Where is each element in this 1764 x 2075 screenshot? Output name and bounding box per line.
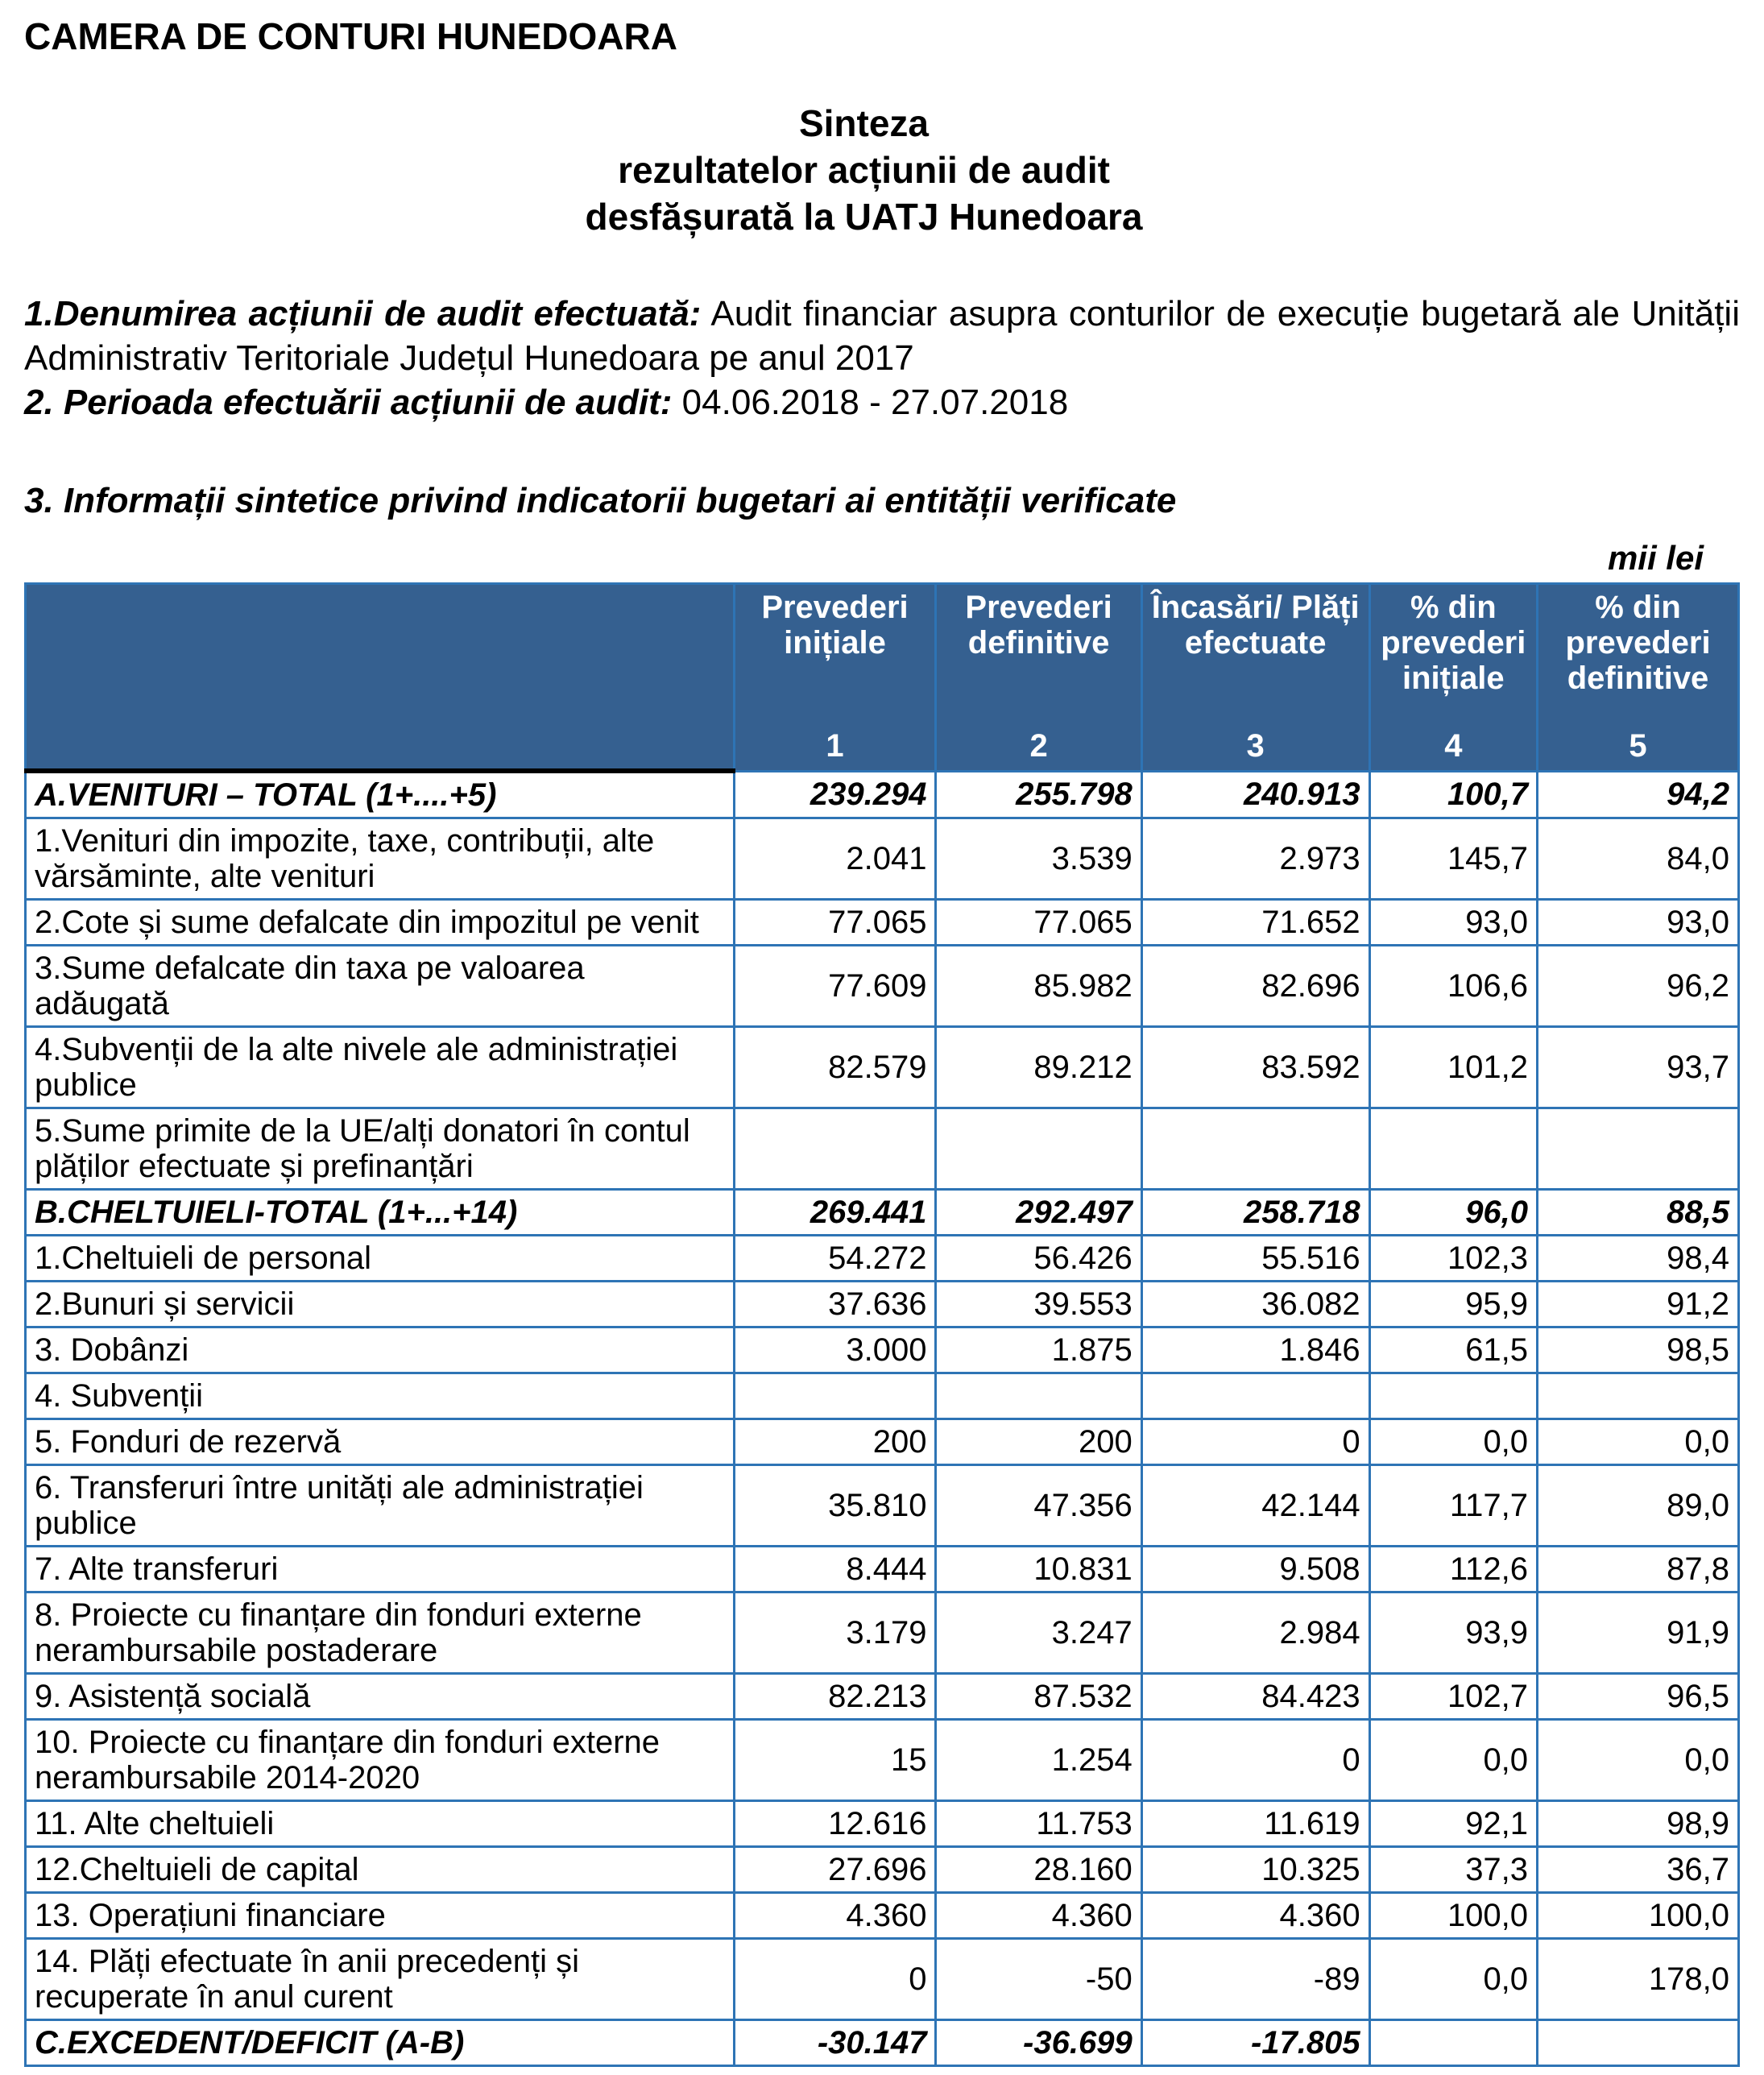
cell-pct-prevederi-definitive: 36,7: [1538, 1847, 1739, 1893]
header-cell: [1141, 584, 1369, 772]
row-label: 4.Subvenții de la alte nivele ale administrației publice: [26, 1027, 735, 1108]
cell-prevederi-initiale: 82.579: [734, 1027, 936, 1108]
cell-pct-prevederi-initiale: 101,2: [1369, 1027, 1537, 1108]
audit-period-text: 04.06.2018 - 27.07.2018: [672, 383, 1069, 422]
cell-pct-prevederi-initiale: 92,1: [1369, 1801, 1537, 1847]
cell-prevederi-definitive: [936, 1373, 1141, 1419]
table-row: [26, 1190, 1739, 1236]
cell-pct-prevederi-initiale: [1369, 1108, 1537, 1190]
header-cell-indicator: [26, 584, 735, 772]
cell-prevederi-initiale: 239.294: [734, 771, 936, 818]
cell-incasari-plati: 2.973: [1141, 818, 1369, 900]
table-row: [26, 1939, 1739, 2020]
cell-pct-prevederi-definitive: 100,0: [1538, 1893, 1739, 1939]
cell-pct-prevederi-initiale: 0,0: [1369, 1419, 1537, 1465]
cell-incasari-plati: 4.360: [1141, 1893, 1369, 1939]
cell-prevederi-initiale: 0: [734, 1939, 936, 2020]
row-label: 1.Venituri din impozite, taxe, contribuții, alte vărsăminte, alte venituri: [26, 818, 735, 900]
cell-pct-prevederi-definitive: 96,2: [1538, 946, 1739, 1027]
table-row: [26, 2020, 1739, 2066]
cell-incasari-plati: 0: [1141, 1720, 1369, 1801]
cell-pct-prevederi-definitive: 91,9: [1538, 1592, 1739, 1674]
row-label: 9. Asistență socială: [26, 1674, 735, 1720]
table-row: [26, 1236, 1739, 1282]
audit-name-label: 1.Denumirea acțiunii de audit efectuată:: [24, 294, 702, 333]
cell-pct-prevederi-definitive: 84,0: [1538, 818, 1739, 900]
cell-incasari-plati: 71.652: [1141, 900, 1369, 946]
cell-pct-prevederi-initiale: 96,0: [1369, 1190, 1537, 1236]
table-row: [26, 1419, 1739, 1465]
cell-prevederi-definitive: 1.254: [936, 1720, 1141, 1801]
cell-prevederi-definitive: 3.539: [936, 818, 1141, 900]
audit-period-paragraph: [24, 380, 1740, 425]
row-label: 10. Proiecte cu finanțare din fonduri externe nerambursabile 2014-2020: [26, 1720, 735, 1801]
cell-incasari-plati: 10.325: [1141, 1847, 1369, 1893]
row-label: 14. Plăți efectuate în anii precedenți și recuperate în anul curent: [26, 1939, 735, 2020]
cell-prevederi-initiale: 54.272: [734, 1236, 936, 1282]
cell-pct-prevederi-definitive: 89,0: [1538, 1465, 1739, 1547]
cell-prevederi-initiale: 77.609: [734, 946, 936, 1027]
header-cell-number: 1: [826, 727, 844, 764]
table-header: [26, 584, 1739, 772]
cell-prevederi-definitive: 1.875: [936, 1327, 1141, 1373]
cell-pct-prevederi-definitive: 87,8: [1538, 1547, 1739, 1592]
table-body: [26, 771, 1739, 2066]
cell-pct-prevederi-initiale: [1369, 1373, 1537, 1419]
org-title: CAMERA DE CONTURI HUNEDOARA: [24, 15, 677, 57]
cell-prevederi-definitive: 28.160: [936, 1847, 1141, 1893]
row-label: 5. Fonduri de rezervă: [26, 1419, 735, 1465]
cell-pct-prevederi-initiale: 100,0: [1369, 1893, 1537, 1939]
cell-incasari-plati: -89: [1141, 1939, 1369, 2020]
row-label: 2.Cote și sume defalcate din impozitul pe venit: [26, 900, 735, 946]
cell-prevederi-definitive: 4.360: [936, 1893, 1141, 1939]
table-row: [26, 1674, 1739, 1720]
cell-prevederi-initiale: -30.147: [734, 2020, 936, 2066]
cell-prevederi-definitive: 87.532: [936, 1674, 1141, 1720]
cell-prevederi-definitive: 77.065: [936, 900, 1141, 946]
cell-prevederi-definitive: -36.699: [936, 2020, 1141, 2066]
cell-prevederi-initiale: 35.810: [734, 1465, 936, 1547]
cell-pct-prevederi-definitive: 0,0: [1538, 1419, 1739, 1465]
header-cell: [1538, 584, 1739, 772]
cell-prevederi-initiale: 200: [734, 1419, 936, 1465]
table-row: [26, 1547, 1739, 1592]
cell-pct-prevederi-initiale: 102,3: [1369, 1236, 1537, 1282]
row-label: 8. Proiecte cu finanțare din fonduri externe nerambursabile postaderare: [26, 1592, 735, 1674]
cell-pct-prevederi-initiale: 95,9: [1369, 1282, 1537, 1327]
row-label: C.EXCEDENT/DEFICIT (A-B): [26, 2020, 735, 2066]
table-header-row: [26, 584, 1739, 772]
table-row: [26, 1720, 1739, 1801]
cell-prevederi-initiale: 2.041: [734, 818, 936, 900]
row-label: 2.Bunuri și servicii: [26, 1282, 735, 1327]
budget-indicators-table: [24, 582, 1740, 2067]
cell-prevederi-definitive: -50: [936, 1939, 1141, 2020]
table-row: [26, 1893, 1739, 1939]
cell-pct-prevederi-initiale: 93,9: [1369, 1592, 1537, 1674]
heading-line-3: desfășurată la UATJ Hunedoara: [585, 196, 1143, 238]
cell-incasari-plati: 258.718: [1141, 1190, 1369, 1236]
cell-prevederi-initiale: 3.179: [734, 1592, 936, 1674]
cell-prevederi-definitive: [936, 1108, 1141, 1190]
table-row: [26, 1327, 1739, 1373]
cell-prevederi-initiale: 77.065: [734, 900, 936, 946]
table-row: [26, 946, 1739, 1027]
cell-incasari-plati: 55.516: [1141, 1236, 1369, 1282]
cell-pct-prevederi-initiale: 100,7: [1369, 771, 1537, 818]
cell-incasari-plati: 0: [1141, 1419, 1369, 1465]
cell-pct-prevederi-initiale: 145,7: [1369, 818, 1537, 900]
cell-pct-prevederi-initiale: 0,0: [1369, 1939, 1537, 2020]
cell-prevederi-definitive: 39.553: [936, 1282, 1141, 1327]
cell-prevederi-initiale: 15: [734, 1720, 936, 1801]
cell-pct-prevederi-initiale: 37,3: [1369, 1847, 1537, 1893]
cell-prevederi-initiale: [734, 1373, 936, 1419]
row-label: 11. Alte cheltuieli: [26, 1801, 735, 1847]
cell-pct-prevederi-definitive: 88,5: [1538, 1190, 1739, 1236]
table-row: [26, 1592, 1739, 1674]
cell-prevederi-definitive: 11.753: [936, 1801, 1141, 1847]
cell-prevederi-definitive: 85.982: [936, 946, 1141, 1027]
cell-pct-prevederi-initiale: 102,7: [1369, 1674, 1537, 1720]
row-label: 3. Dobânzi: [26, 1327, 735, 1373]
cell-prevederi-initiale: 82.213: [734, 1674, 936, 1720]
row-label: 3.Sume defalcate din taxa pe valoarea adăugată: [26, 946, 735, 1027]
table-row: [26, 1465, 1739, 1547]
cell-prevederi-definitive: 3.247: [936, 1592, 1141, 1674]
cell-incasari-plati: 9.508: [1141, 1547, 1369, 1592]
cell-prevederi-initiale: 27.696: [734, 1847, 936, 1893]
cell-prevederi-definitive: 200: [936, 1419, 1141, 1465]
cell-pct-prevederi-initiale: 117,7: [1369, 1465, 1537, 1547]
cell-incasari-plati: [1141, 1108, 1369, 1190]
table-row: [26, 1847, 1739, 1893]
header-cell-label: % din prevederi definitive: [1565, 589, 1711, 696]
units-note: mii lei: [1607, 539, 1704, 577]
cell-prevederi-initiale: 3.000: [734, 1327, 936, 1373]
row-label: 4. Subvenții: [26, 1373, 735, 1419]
audit-period-label: 2. Perioada efectuării acțiunii de audit:: [24, 383, 673, 422]
cell-prevederi-definitive: 255.798: [936, 771, 1141, 818]
cell-pct-prevederi-initiale: [1369, 2020, 1537, 2066]
header-cell: [1369, 584, 1537, 772]
cell-prevederi-definitive: 47.356: [936, 1465, 1141, 1547]
cell-prevederi-definitive: 89.212: [936, 1027, 1141, 1108]
header-cell-number: 4: [1444, 727, 1463, 764]
document-heading: [24, 100, 1704, 240]
cell-pct-prevederi-initiale: 93,0: [1369, 900, 1537, 946]
header-cell-label: % din prevederi inițiale: [1381, 589, 1526, 696]
cell-pct-prevederi-definitive: [1538, 2020, 1739, 2066]
cell-prevederi-initiale: 12.616: [734, 1801, 936, 1847]
table-row: [26, 1108, 1739, 1190]
cell-pct-prevederi-definitive: 0,0: [1538, 1720, 1739, 1801]
table-row: [26, 900, 1739, 946]
row-label: 1.Cheltuieli de personal: [26, 1236, 735, 1282]
table-row: [26, 818, 1739, 900]
cell-incasari-plati: -17.805: [1141, 2020, 1369, 2066]
table-row: [26, 771, 1739, 818]
header-cell-label: Prevederi definitive: [965, 589, 1112, 661]
row-label: 6. Transferuri între unități ale administrației publice: [26, 1465, 735, 1547]
cell-pct-prevederi-definitive: 93,7: [1538, 1027, 1739, 1108]
cell-pct-prevederi-initiale: 0,0: [1369, 1720, 1537, 1801]
cell-pct-prevederi-definitive: 94,2: [1538, 771, 1739, 818]
row-label: 7. Alte transferuri: [26, 1547, 735, 1592]
header-cell: [936, 584, 1141, 772]
cell-pct-prevederi-definitive: 178,0: [1538, 1939, 1739, 2020]
cell-prevederi-definitive: 10.831: [936, 1547, 1141, 1592]
cell-pct-prevederi-initiale: 61,5: [1369, 1327, 1537, 1373]
heading-line-1: Sinteza: [798, 102, 930, 144]
cell-pct-prevederi-definitive: 98,4: [1538, 1236, 1739, 1282]
row-label: A.VENITURI – TOTAL (1+....+5): [26, 771, 735, 818]
cell-pct-prevederi-initiale: 106,6: [1369, 946, 1537, 1027]
header-cell-label: Încasări/ Plăți efectuate: [1151, 589, 1360, 661]
table-row: [26, 1373, 1739, 1419]
cell-prevederi-definitive: 292.497: [936, 1190, 1141, 1236]
cell-prevederi-initiale: 269.441: [734, 1190, 936, 1236]
header-cell: [734, 584, 936, 772]
cell-pct-prevederi-definitive: 98,9: [1538, 1801, 1739, 1847]
cell-pct-prevederi-definitive: 96,5: [1538, 1674, 1739, 1720]
header-cell-number: 3: [1246, 727, 1265, 764]
row-label: 5.Sume primite de la UE/alți donatori în contul plăților efectuate și prefinanțări: [26, 1108, 735, 1190]
cell-incasari-plati: 2.984: [1141, 1592, 1369, 1674]
row-label: 13. Operațiuni financiare: [26, 1893, 735, 1939]
cell-pct-prevederi-definitive: [1538, 1108, 1739, 1190]
cell-incasari-plati: 240.913: [1141, 771, 1369, 818]
cell-pct-prevederi-definitive: 93,0: [1538, 900, 1739, 946]
cell-incasari-plati: 1.846: [1141, 1327, 1369, 1373]
row-label: B.CHELTUIELI-TOTAL (1+...+14): [26, 1190, 735, 1236]
table-row: [26, 1027, 1739, 1108]
cell-prevederi-initiale: 8.444: [734, 1547, 936, 1592]
cell-prevederi-initiale: [734, 1108, 936, 1190]
section-3-heading: 3. Informații sintetice privind indicatorii bugetari ai entității verificate: [24, 481, 1177, 520]
intro-paragraphs: [24, 292, 1740, 425]
cell-pct-prevederi-definitive: [1538, 1373, 1739, 1419]
cell-pct-prevederi-definitive: 91,2: [1538, 1282, 1739, 1327]
header-cell-number: 2: [1029, 727, 1048, 764]
cell-incasari-plati: 36.082: [1141, 1282, 1369, 1327]
audit-name-paragraph: [24, 292, 1740, 380]
cell-incasari-plati: 42.144: [1141, 1465, 1369, 1547]
cell-incasari-plati: 83.592: [1141, 1027, 1369, 1108]
cell-incasari-plati: 82.696: [1141, 946, 1369, 1027]
cell-prevederi-initiale: 37.636: [734, 1282, 936, 1327]
cell-pct-prevederi-definitive: 98,5: [1538, 1327, 1739, 1373]
cell-incasari-plati: [1141, 1373, 1369, 1419]
table-row: [26, 1801, 1739, 1847]
header-cell-number: 5: [1629, 727, 1647, 764]
cell-incasari-plati: 11.619: [1141, 1801, 1369, 1847]
heading-line-2: rezultatelor acțiunii de audit: [618, 149, 1110, 191]
row-label: 12.Cheltuieli de capital: [26, 1847, 735, 1893]
table-row: [26, 1282, 1739, 1327]
header-cell-label: Prevederi inițiale: [761, 589, 909, 661]
cell-pct-prevederi-initiale: 112,6: [1369, 1547, 1537, 1592]
cell-prevederi-initiale: 4.360: [734, 1893, 936, 1939]
cell-prevederi-definitive: 56.426: [936, 1236, 1141, 1282]
cell-incasari-plati: 84.423: [1141, 1674, 1369, 1720]
audit-name-text: Audit financiar asupra conturilor de execuție bugetară ale Unității Administrativ Teritoriale Județul Hunedoara pe anul 2017: [24, 294, 1740, 378]
